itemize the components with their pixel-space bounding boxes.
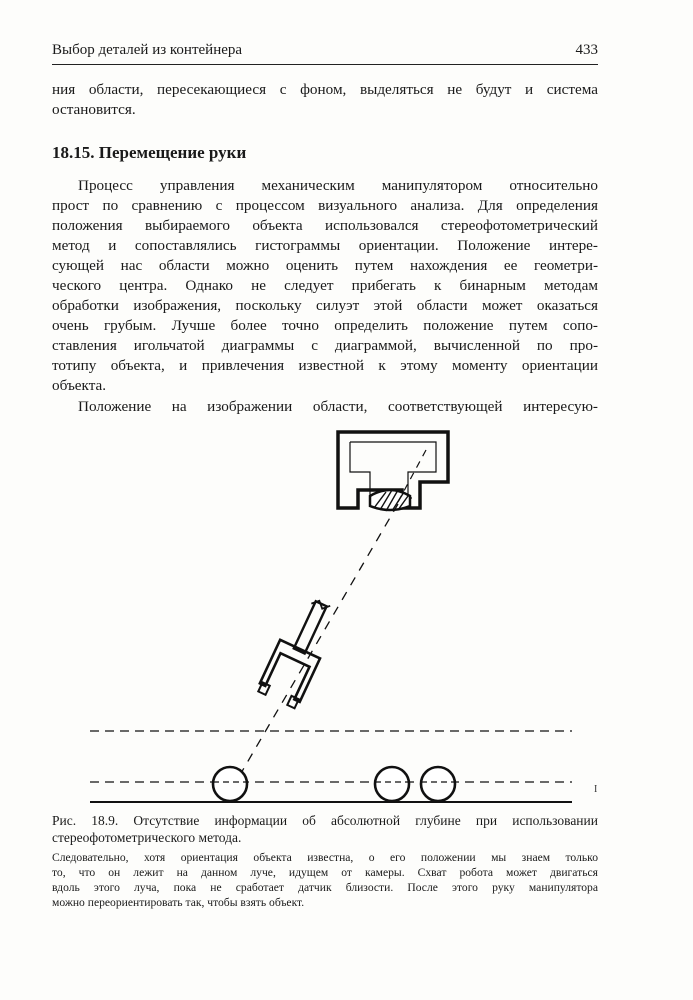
running-header bbox=[52, 42, 598, 65]
object-sphere bbox=[375, 767, 409, 801]
text-line: остановится. bbox=[52, 101, 136, 118]
intro-paragraph bbox=[52, 80, 598, 120]
text-line: Следовательно, хотя ориентация объекта известна, о его положении мы знаем только bbox=[52, 851, 598, 864]
text-line: сующей нас области можно оценить путем нахождения ее геометри- bbox=[52, 257, 598, 274]
running-title: Выбор деталей из контейнера bbox=[52, 42, 243, 58]
text-line: ческого центра. Однако не следует прибегать к бинарным методам bbox=[52, 277, 598, 294]
section-heading: 18.15. Перемещение руки bbox=[52, 143, 247, 162]
figure-caption bbox=[52, 812, 598, 846]
text-line: объекта. bbox=[52, 377, 107, 394]
text-line: метод и сопоставлялись гистограммы ориентации. Положение интере- bbox=[52, 237, 598, 254]
text-line: тотипу объекта, и привлечения известной к этому моменту ориентации bbox=[52, 357, 598, 374]
body-paragraph-1 bbox=[52, 176, 598, 396]
text-line: ния области, пересекающиеся с фоном, выделяться не будут и система bbox=[52, 81, 598, 98]
margin-mark: I bbox=[594, 784, 598, 795]
text-line: то, что он лежит на данном луче, идущем от камеры. Схват робота может двигаться bbox=[52, 866, 598, 879]
text-line: вдоль этого луча, пока не сработает датчик близости. После этого руку манипулятора bbox=[52, 881, 598, 894]
text-line: Положение на изображении области, соответствующей интересую- bbox=[78, 398, 598, 415]
figure-explanation bbox=[52, 850, 598, 910]
text-line: положения выбираемого объекта использовался стереофотометрический bbox=[52, 217, 598, 234]
robot-gripper bbox=[256, 593, 342, 709]
page-number: 433 bbox=[575, 42, 598, 58]
caption-line: стереофотометрического метода. bbox=[52, 830, 242, 845]
text-line: можно переориентировать так, чтобы взять объект. bbox=[52, 896, 305, 909]
body-paragraph-2 bbox=[52, 397, 598, 417]
text-line: очень грубым. Лучше более точно определить положение путем сопо- bbox=[52, 317, 598, 334]
text-line: ставления игольчатой диаграммы с диаграммой, вычисленной по про- bbox=[52, 337, 598, 354]
sight-ray bbox=[230, 504, 398, 792]
text-line: прост по сравнению с процессом визуального анализа. Для определения bbox=[52, 197, 598, 214]
object-sphere bbox=[213, 767, 247, 801]
text-line: Процесс управления механическим манипулятором относительно bbox=[78, 177, 598, 194]
object-sphere bbox=[421, 767, 455, 801]
text-line: обработки изображения, поскольку силуэт этой области может оказаться bbox=[52, 297, 598, 314]
camera-lens bbox=[370, 490, 410, 511]
figure-18-9 bbox=[80, 420, 600, 810]
caption-line: Рис. 18.9. Отсутствие информации об абсолютной глубине при использовании bbox=[52, 813, 598, 828]
